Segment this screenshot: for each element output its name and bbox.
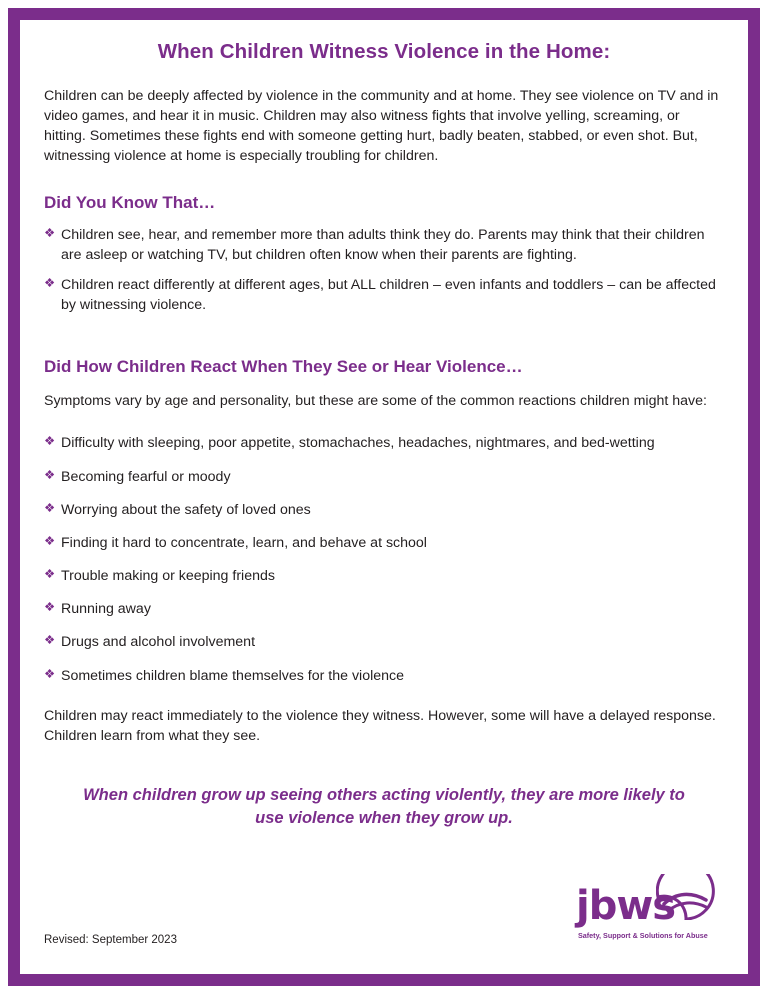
diamond-bullet-icon: ❖ (44, 633, 56, 648)
list-item-label: Worrying about the safety of loved ones (61, 501, 311, 518)
swoosh-icon (656, 874, 716, 920)
list-item-label: Difficulty with sleeping, poor appetite, stomachaches, headaches, nightmares, and bed-wetting (61, 435, 655, 452)
section-heading-did-you-know: Did You Know That… (44, 192, 216, 212)
diamond-bullet-icon: ❖ (44, 567, 56, 582)
list-item (44, 467, 724, 487)
logo-wordmark: jbws (576, 883, 676, 929)
list-item-label: Children see, hear, and remember more than adults think they do. Parents may think that their children are asleep or watching TV, but children often know when their parents are fighting. (61, 226, 705, 263)
list-item (44, 433, 724, 453)
diamond-bullet-icon: ❖ (44, 434, 56, 449)
list-item (44, 599, 724, 619)
page-title: When Children Witness Violence in the Home: (157, 40, 611, 63)
section-two-intro: Symptoms vary by age and personality, but these are some of the common reactions children might have: (44, 393, 707, 410)
list-item-label: Sometimes children blame themselves for the violence (61, 667, 405, 684)
diamond-bullet-icon: ❖ (44, 225, 56, 240)
section-heading-how-children-react: Did How Children React When They See or Hear Violence… (44, 357, 523, 377)
list-item (44, 275, 724, 315)
jbws-logo (576, 880, 716, 942)
diamond-bullet-icon: ❖ (44, 467, 56, 482)
list-item (44, 225, 724, 265)
list-item (44, 533, 724, 553)
revised-date: Revised: September 2023 (44, 934, 177, 946)
list-item-label: Children react differently at different ages, but ALL children – even infants and toddlers – can be affected by witnessing violence. (61, 276, 716, 314)
logo-tagline: Safety, Support & Solutions for Abuse (578, 931, 708, 940)
reactions-list (44, 433, 724, 685)
list-item-label: Drugs and alcohol involvement (61, 634, 256, 651)
diamond-bullet-icon: ❖ (44, 666, 56, 681)
diamond-bullet-icon: ❖ (44, 533, 56, 548)
list-item (44, 666, 724, 686)
list-item-label: Trouble making or keeping friends (61, 568, 275, 585)
diamond-bullet-icon: ❖ (44, 500, 56, 515)
did-you-know-list (44, 225, 724, 316)
list-item-label: Finding it hard to concentrate, learn, and behave at school (61, 534, 427, 551)
intro-paragraph: Children can be deeply affected by violence in the community and at home. They see violence on TV and in video games, and hear it in music. Children may also witness fights that involve yelling, screaming, or hitting. Sometimes these fights end with someone getting hurt, badly beaten, stabbed, or even shot. But, witnessing violence at home is especially troubling for children. (44, 88, 719, 165)
callout-statement: When children grow up seeing others acting violently, they are more likely to use violence when they grow up. (83, 785, 685, 827)
document-content (44, 40, 724, 830)
list-item-label: Running away (61, 601, 151, 618)
list-item-label: Becoming fearful or moody (61, 468, 231, 485)
list-item (44, 566, 724, 586)
list-item (44, 500, 724, 520)
diamond-bullet-icon: ❖ (44, 275, 56, 290)
closing-paragraph: Children may react immediately to the violence they witness. However, some will have a delayed response. Children learn from what they see. (44, 707, 716, 744)
list-item (44, 632, 724, 652)
diamond-bullet-icon: ❖ (44, 600, 56, 615)
